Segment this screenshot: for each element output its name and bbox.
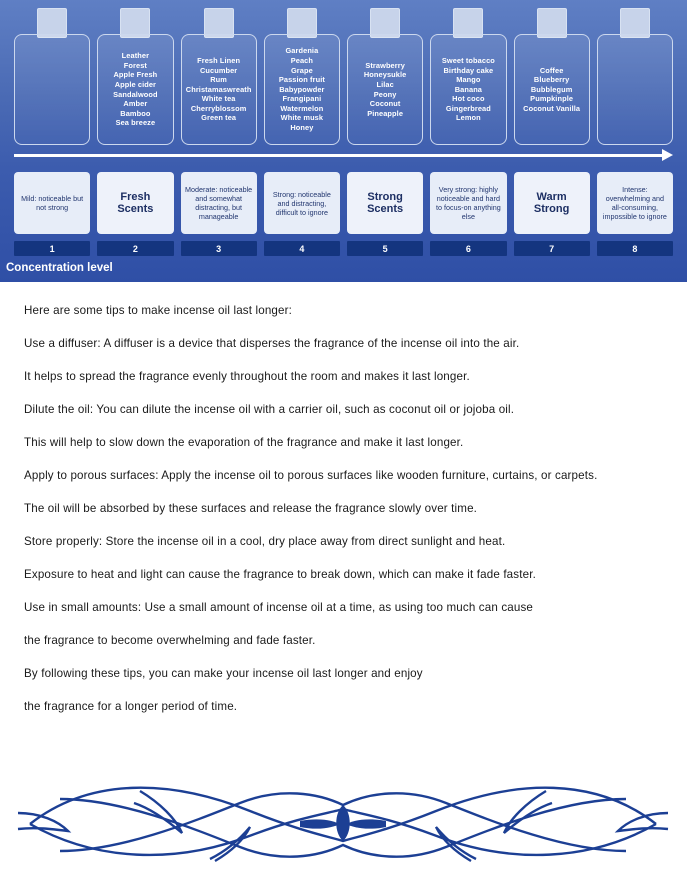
tip-paragraph: It helps to spread the fragrance evenly throughout the room and makes it last longer. xyxy=(24,370,470,383)
bottle-notes: Strawberry Honeysukle Lilac Peony Coconut Pineapple xyxy=(363,60,407,118)
bottle-3 xyxy=(181,8,257,148)
descriptor-cell-2 xyxy=(97,172,173,234)
intensity-arrow-icon xyxy=(14,148,673,164)
level-number: 4 xyxy=(264,241,340,256)
bottle-body xyxy=(264,34,340,145)
bottle-notes: Fresh Linen Cucumber Rum Christamaswreath White tea Cherryblossom Green tea xyxy=(185,55,252,123)
bottle-body xyxy=(347,34,423,145)
descriptor-label: Intense: overwhelming and all-consuming, impossible to ignore xyxy=(602,185,667,221)
descriptor-label: Very strong: highly noticeable and hard to focus-on anything else xyxy=(436,185,501,221)
tip-paragraph: the fragrance for a longer period of time. xyxy=(24,700,238,713)
descriptor-label: Strong: noticeable and distracting, difficult to ignore xyxy=(272,189,331,217)
level-number: 7 xyxy=(514,241,590,256)
descriptor-label: Warm Strong xyxy=(533,191,570,215)
tip-paragraph: the fragrance to become overwhelming and fade faster. xyxy=(24,634,316,647)
bottle-6 xyxy=(430,8,506,148)
descriptor-label: Fresh Scents xyxy=(117,191,154,215)
tip-paragraph: The oil will be absorbed by these surfaces and release the fragrance slowly over time. xyxy=(24,502,478,515)
bottle-7 xyxy=(514,8,590,148)
descriptor-cell-6 xyxy=(430,172,506,234)
bottle-1 xyxy=(14,8,90,148)
tip-paragraph: Use in small amounts: Use a small amount of incense oil at a time, as using too much can cause xyxy=(24,601,534,614)
level-number-row xyxy=(14,241,673,256)
level-number: 1 xyxy=(14,241,90,256)
descriptor-row xyxy=(14,172,673,234)
bottle-body xyxy=(97,34,173,145)
bottle-notes: Leather Forest Apple Fresh Apple cider Sandalwood Amber Bamboo Sea breeze xyxy=(113,51,158,128)
level-number: 5 xyxy=(347,241,423,256)
descriptor-cell-4 xyxy=(264,172,340,234)
concentration-level-label: Concentration level xyxy=(6,262,113,274)
bottle-4 xyxy=(264,8,340,148)
bottle-body xyxy=(181,34,257,145)
bottle-notes: Coffee Blueberry Bubblegum Pumpkinple Coconut Vanilla xyxy=(523,65,581,113)
bottle-body xyxy=(14,34,90,145)
bottle-notes: Gardenia Peach Grape Passion fruit Babypowder Frangipani Watermelon White musk Honey xyxy=(278,46,325,133)
descriptor-cell-7 xyxy=(514,172,590,234)
tip-paragraph: Use a diffuser: A diffuser is a device that disperses the fragrance of the incense oil into the air. xyxy=(24,337,520,350)
bottle-body xyxy=(514,34,590,145)
tip-paragraph: By following these tips, you can make your incense oil last longer and enjoy xyxy=(24,667,423,680)
bottle-row xyxy=(14,8,673,148)
level-number: 2 xyxy=(97,241,173,256)
tip-paragraph: Dilute the oil: You can dilute the incense oil with a carrier oil, such as coconut oil or jojoba oil. xyxy=(24,403,515,416)
scent-strength-banner xyxy=(0,0,687,282)
bottle-body xyxy=(597,34,673,145)
tip-paragraph: This will help to slow down the evaporation of the fragrance and make it last longer. xyxy=(24,436,464,449)
descriptor-cell-8 xyxy=(597,172,673,234)
bottle-body xyxy=(430,34,506,145)
tip-paragraph: Here are some tips to make incense oil last longer: xyxy=(24,304,292,317)
bottle-notes: Sweet tobacco Birthday cake Mango Banana Hot coco Gingerbread Lemon xyxy=(441,55,495,123)
level-number: 6 xyxy=(430,241,506,256)
descriptor-label: Moderate: noticeable and somewhat distracting, but manageable xyxy=(185,185,253,221)
arrow-line xyxy=(14,154,663,157)
decorative-flourish-icon xyxy=(0,769,687,879)
level-number: 3 xyxy=(181,241,257,256)
descriptor-cell-5 xyxy=(347,172,423,234)
tips-content xyxy=(0,282,687,714)
bottle-2 xyxy=(97,8,173,148)
bottle-8 xyxy=(597,8,673,148)
bottle-5 xyxy=(347,8,423,148)
descriptor-cell-3 xyxy=(181,172,257,234)
descriptor-cell-1 xyxy=(14,172,90,234)
arrow-head xyxy=(662,149,673,161)
tip-paragraph: Exposure to heat and light can cause the fragrance to break down, which can make it fade faster. xyxy=(24,568,536,581)
level-number: 8 xyxy=(597,241,673,256)
descriptor-label: Strong Scents xyxy=(367,191,404,215)
descriptor-label: Mild: noticeable but not strong xyxy=(21,194,84,212)
tip-paragraph: Store properly: Store the incense oil in a cool, dry place away from direct sunlight and heat. xyxy=(24,535,506,548)
tip-paragraph: Apply to porous surfaces: Apply the incense oil to porous surfaces like wooden furniture, curtains, or carpets. xyxy=(24,469,598,482)
